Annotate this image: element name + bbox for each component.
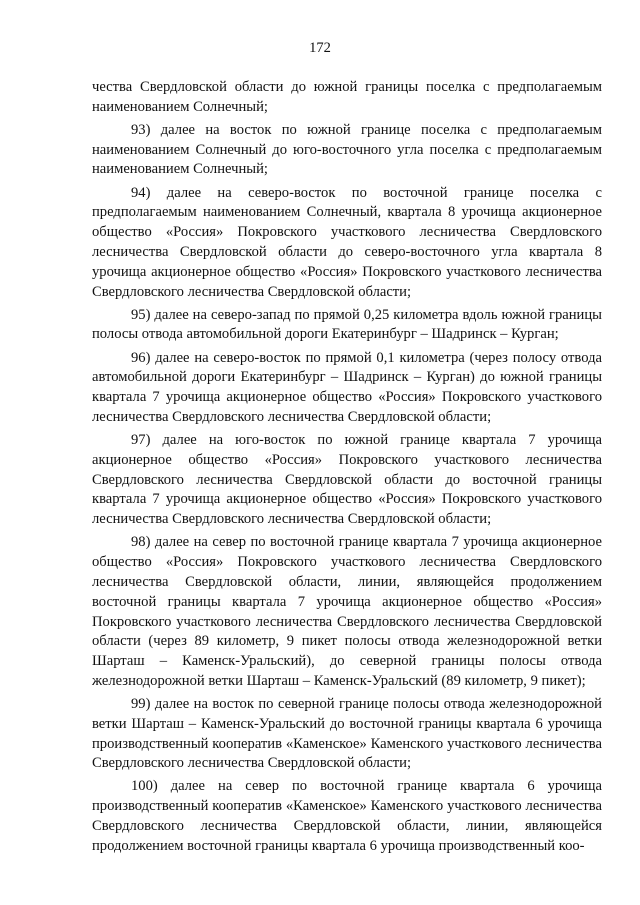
paragraph-100: 100) далее на север по восточной границе квартала 6 урочища производственный кооператив «Каменское» Каменского участкового лесничества Свердловского лесничества Свердловской области, линии, являющейся продолжением восточной границы квартала 6 урочища производственный коо-: [92, 778, 602, 854]
paragraph-96: 96) далее на северо-восток по прямой 0,1 километра (через полосу отвода автомобильной дороги Екатеринбург – Шадринск – Курган) до южной границы квартала 7 урочища акционерное общество «Россия» Покровского участкового лесничества Свердловского лесничества Свердловской области;: [92, 349, 602, 425]
paragraph-97: 97) далее на юго-восток по южной границе квартала 7 урочища акционерное общество «Россия» Покровского участкового лесничества Свердловского лесничества Свердловской области до восточной границы квартала 7 урочища акционерное общество «Россия» Покровского участкового лесничества Свердловского лесничества Свердловской области;: [92, 432, 602, 528]
paragraph-99: 99) далее на восток по северной границе полосы отвода железнодорожной ветки Шарташ – Каменск-Уральский до восточной границы квартала 6 урочища производственный кооператив «Каменское» Каменского участкового лесничества Свердловского лесничества Свердловской области;: [92, 695, 602, 772]
paragraph-93: 93) далее на восток по южной границе поселка с предполагаемым наименованием Солнечный до юго-восточного угла поселка с предполагаемым наименованием Солнечный;: [92, 121, 602, 178]
document-body: [92, 78, 602, 860]
paragraph-94: 94) далее на северо-восток по восточной границе поселка с предполагаемым наименованием Солнечный, квартала 8 урочища акционерное общество «Россия» Покровского участкового лесничества Свердловского лесничества Свердловской области до северо-восточного угла квартала 8 урочища акционерное общество «Россия» Покровского участкового лесничества Свердловского лесничества Свердловской области;: [92, 184, 602, 300]
paragraph-95: 95) далее на северо-запад по прямой 0,25 километра вдоль южной границы полосы отвода автомобильной дороги Екатеринбург – Шадринск – Курган;: [92, 306, 602, 343]
paragraph-continuation: чества Свердловской области до южной границы поселка с предполагаемым наименованием Солнечный;: [92, 79, 602, 115]
page-number: 172: [309, 40, 331, 56]
paragraph-98: 98) далее на север по восточной границе квартала 7 урочища акционерное общество «Россия» Покровского участкового лесничества Свердловского лесничества Свердловской области, линии, являющейся продолжением восточной границы квартала 7 урочища акционерное общество «Россия» Покровского участкового лесничества Свердловского лесничества Свердловской области (через 89 километр, 9 пикет полосы отвода железнодорожной ветки Шарташ – Каменск-Уральский), до северной границы полосы отвода железнодорожной ветки Шарташ – Каменск-Уральский (89 километр, 9 пикет);: [92, 534, 602, 689]
